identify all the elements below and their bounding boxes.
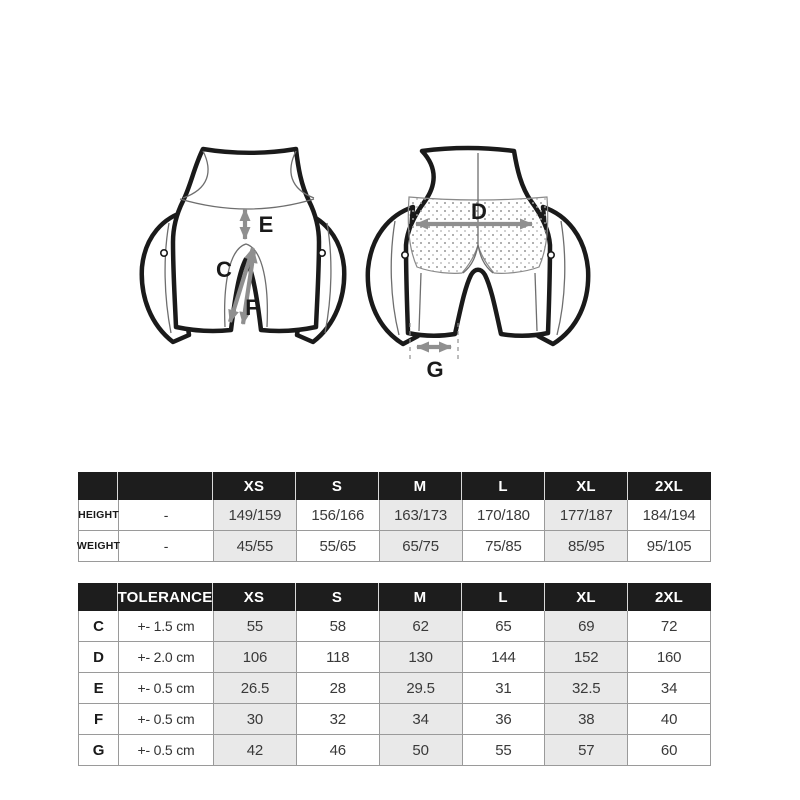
header-cell-l: L [462, 583, 545, 611]
value-cell: 34 [628, 673, 711, 704]
value-cell: 163/173 [380, 500, 463, 531]
header-cell-2xl: 2XL [628, 472, 711, 500]
header-corner-empty [118, 472, 213, 500]
value-cell: 45/55 [214, 531, 297, 562]
measure-row-f [78, 704, 711, 735]
value-cell: 40 [628, 704, 711, 735]
value-cell: 50 [380, 735, 463, 766]
header-corner-empty [78, 472, 118, 500]
row-label-g: G [79, 735, 119, 766]
tolerance-cell: +- 2.0 cm [119, 642, 214, 673]
front-label-c: C [216, 257, 232, 282]
value-cell: 55/65 [297, 531, 380, 562]
value-cell: 65 [463, 611, 546, 642]
tolerance-cell: +- 1.5 cm [119, 611, 214, 642]
back-label-g: G [426, 357, 444, 382]
value-cell: 160 [628, 642, 711, 673]
value-cell: 38 [545, 704, 628, 735]
front-shorts-diagram [133, 137, 363, 392]
measurement-table-header-row [78, 583, 711, 611]
value-cell: 46 [297, 735, 380, 766]
value-cell: 149/159 [214, 500, 297, 531]
header-cell-2xl: 2XL [628, 583, 711, 611]
measure-row-e [78, 673, 711, 704]
value-cell: 28 [297, 673, 380, 704]
row-label-weight: WEIGHT [79, 531, 119, 562]
front-left-snap-icon [161, 250, 167, 256]
value-cell: 31 [463, 673, 546, 704]
header-cell-xl: XL [545, 472, 628, 500]
value-cell: 106 [214, 642, 297, 673]
value-cell: 72 [628, 611, 711, 642]
row-label-c: C [79, 611, 119, 642]
back-shorts-diagram [363, 137, 593, 397]
row-label-d: D [79, 642, 119, 673]
value-cell: 170/180 [463, 500, 546, 531]
value-cell: 130 [380, 642, 463, 673]
header-cell-s: S [296, 583, 379, 611]
value-cell: 57 [545, 735, 628, 766]
measure-row-g [78, 735, 711, 766]
tolerance-cell: - [119, 500, 214, 531]
value-cell: 32.5 [545, 673, 628, 704]
value-cell: 55 [463, 735, 546, 766]
header-cell-s: S [296, 472, 379, 500]
measure-row-d [78, 642, 711, 673]
value-cell: 58 [297, 611, 380, 642]
header-cell-xs: XS [213, 472, 296, 500]
value-cell: 184/194 [628, 500, 711, 531]
measure-row-c [78, 611, 711, 642]
header-cell-tolerance: TOLERANCE [118, 583, 213, 611]
header-cell-m: M [379, 472, 462, 500]
tolerance-cell: +- 0.5 cm [119, 704, 214, 735]
header-cell-xl: XL [545, 583, 628, 611]
value-cell: 62 [380, 611, 463, 642]
weight-row [78, 531, 711, 562]
front-label-e: E [258, 212, 274, 237]
value-cell: 156/166 [297, 500, 380, 531]
measurement-table [78, 583, 711, 766]
value-cell: 118 [297, 642, 380, 673]
back-label-d: D [471, 199, 487, 224]
value-cell: 75/85 [463, 531, 546, 562]
front-label-f: F [245, 295, 259, 320]
row-label-e: E [79, 673, 119, 704]
value-cell: 30 [214, 704, 297, 735]
row-label-f: F [79, 704, 119, 735]
value-cell: 32 [297, 704, 380, 735]
value-cell: 95/105 [628, 531, 711, 562]
tolerance-cell: - [119, 531, 214, 562]
value-cell: 36 [463, 704, 546, 735]
value-cell: 65/75 [380, 531, 463, 562]
header-corner-empty [78, 583, 118, 611]
value-cell: 177/187 [545, 500, 628, 531]
header-cell-xs: XS [213, 583, 296, 611]
size-table-header-row [78, 472, 711, 500]
value-cell: 29.5 [380, 673, 463, 704]
row-label-height: HEIGHT [79, 500, 119, 531]
header-cell-l: L [462, 472, 545, 500]
tolerance-cell: +- 0.5 cm [119, 735, 214, 766]
front-right-snap-icon [319, 250, 325, 256]
back-right-snap-icon [548, 252, 554, 258]
value-cell: 144 [463, 642, 546, 673]
value-cell: 69 [545, 611, 628, 642]
header-cell-m: M [379, 583, 462, 611]
height-row [78, 500, 711, 531]
value-cell: 85/95 [545, 531, 628, 562]
value-cell: 152 [545, 642, 628, 673]
size-reference-table [78, 472, 711, 562]
value-cell: 26.5 [214, 673, 297, 704]
value-cell: 34 [380, 704, 463, 735]
value-cell: 55 [214, 611, 297, 642]
value-cell: 42 [214, 735, 297, 766]
back-left-snap-icon [402, 252, 408, 258]
value-cell: 60 [628, 735, 711, 766]
tolerance-cell: +- 0.5 cm [119, 673, 214, 704]
